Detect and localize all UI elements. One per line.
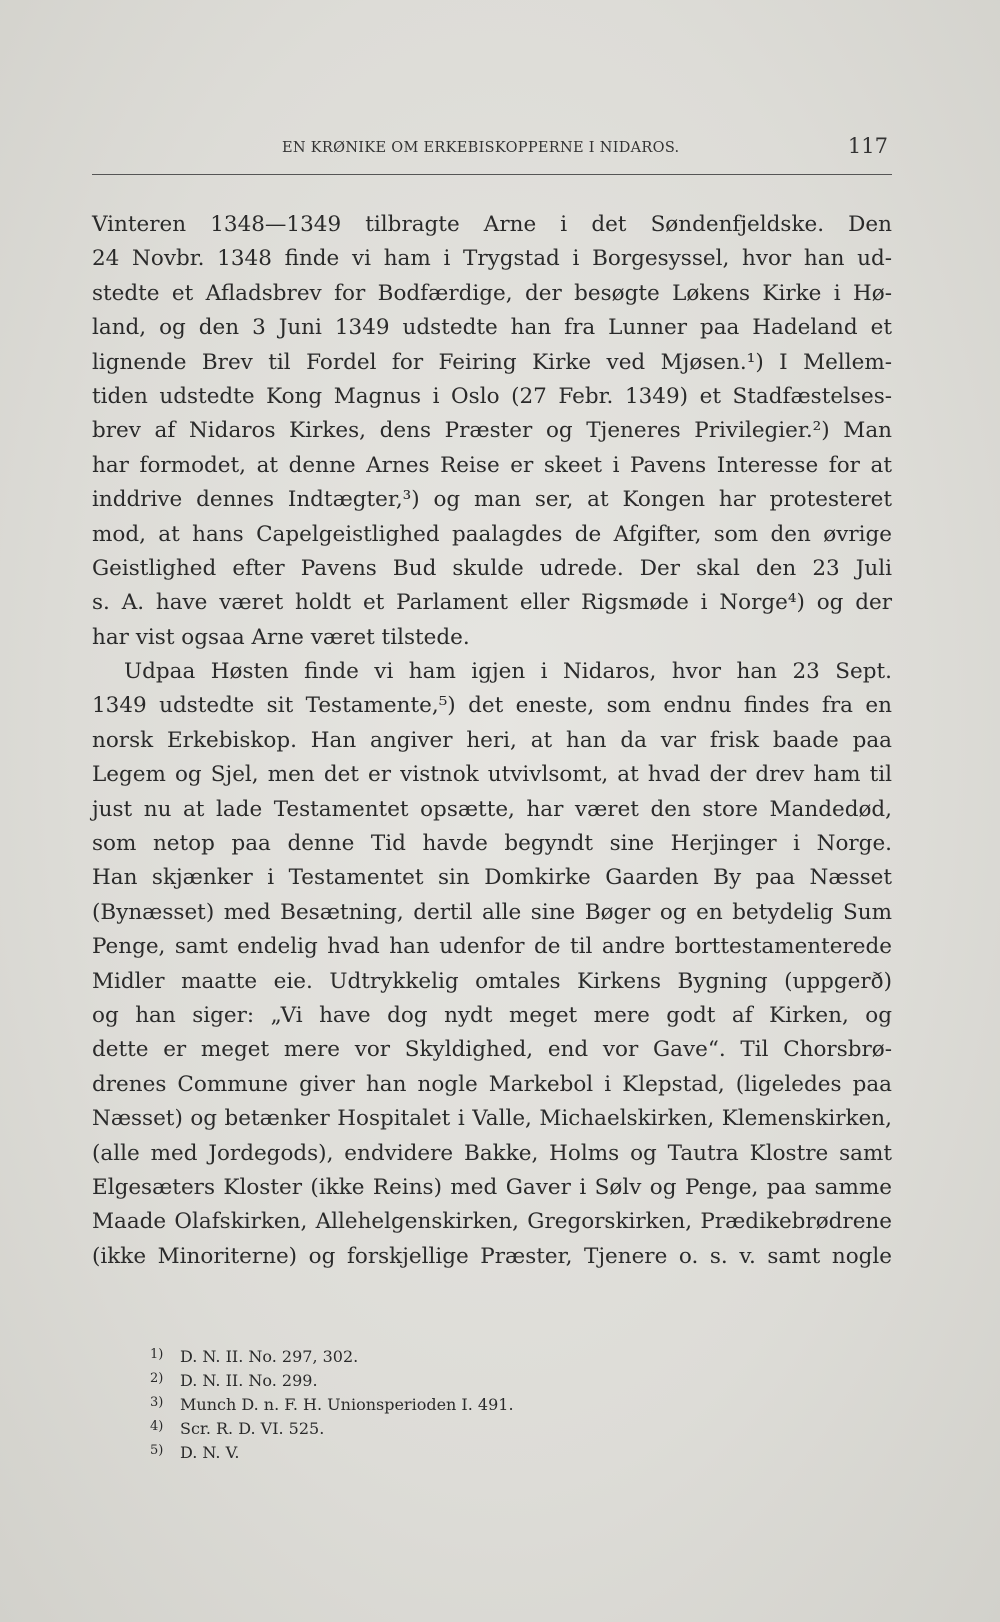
running-header — [92, 130, 892, 175]
footnote — [150, 1367, 750, 1391]
footnote-text: Munch D. n. F. H. Unionsperioden I. 491. — [180, 1395, 514, 1414]
text-line: Geistlighed efter Pavens Bud skulde udrede. Der skal den 23 Juli — [92, 555, 892, 581]
footnote-text: Scr. R. D. VI. 525. — [180, 1419, 325, 1438]
text-line: mod, at hans Capelgeistlighed paalagdes de Afgifter, som den øvrige — [92, 521, 892, 547]
footnote — [150, 1415, 750, 1439]
text-line: lignende Brev til Fordel for Feiring Kirke ved Mjøsen.¹) I Mellem- — [92, 349, 892, 375]
text-line: Elgesæters Kloster (ikke Reins) med Gaver i Sølv og Penge, paa samme — [92, 1174, 892, 1200]
footnote-text: D. N. II. No. 299. — [180, 1371, 318, 1390]
footnote-mark: 1) — [150, 1347, 164, 1362]
footnote — [150, 1391, 750, 1415]
header-title: EN KRØNIKE OM ERKEBISKOPPERNE I NIDAROS. — [282, 140, 680, 156]
footnote-mark: 4) — [150, 1419, 164, 1434]
text-line: Udpaa Høsten finde vi ham igjen i Nidaros, hvor han 23 Sept. — [124, 659, 892, 685]
footnotes — [150, 1343, 750, 1463]
footnote-text: D. N. II. No. 297, 302. — [180, 1347, 359, 1366]
text-line: land, og den 3 Juni 1349 udstedte han fra Lunner paa Hadeland et — [92, 315, 892, 341]
body-text — [92, 208, 892, 1274]
footnote — [150, 1343, 750, 1367]
text-line: har vist ogsaa Arne været tilstede. — [92, 624, 470, 650]
footnote-text: D. N. V. — [180, 1443, 240, 1462]
text-line: 24 Novbr. 1348 finde vi ham i Trygstad i Borgesyssel, hvor han ud- — [92, 246, 892, 272]
text-line: (ikke Minoriterne) og forskjellige Præster, Tjenere o. s. v. samt nogle — [92, 1243, 892, 1269]
text-line: drenes Commune giver han nogle Markebol i Klepstad, (ligeledes paa — [92, 1071, 892, 1097]
footnote — [150, 1439, 750, 1463]
text-line: norsk Erkebiskop. Han angiver heri, at han da var frisk baade paa — [92, 727, 892, 753]
footnote-mark: 2) — [150, 1371, 164, 1386]
text-line: Han skjænker i Testamentet sin Domkirke Gaarden By paa Næsset — [92, 865, 892, 891]
text-line: tiden udstedte Kong Magnus i Oslo (27 Febr. 1349) et Stadfæstelses- — [92, 383, 892, 409]
text-line: Næsset) og betænker Hospitalet i Valle, Michaelskirken, Klemenskirken, — [92, 1106, 892, 1132]
text-line: inddrive dennes Indtægter,³) og man ser, at Kongen har protesteret — [92, 487, 892, 513]
text-line: just nu at lade Testamentet opsætte, har været den store Mandedød, — [92, 796, 892, 822]
text-line: Midler maatte eie. Udtrykkelig omtales Kirkens Bygning (uppgerð) — [92, 968, 892, 994]
text-line: (Bynæsset) med Besætning, dertil alle sine Bøger og en betydelig Sum — [92, 899, 892, 925]
text-line: som netop paa denne Tid havde begyndt sine Herjinger i Norge. — [92, 831, 892, 857]
text-line: Vinteren 1348—1349 tilbragte Arne i det Søndenfjeldske. Den — [92, 212, 892, 237]
text-line: s. A. have været holdt et Parlament eller Rigsmøde i Norge⁴) og der — [92, 590, 892, 616]
text-line: har formodet, at denne Arnes Reise er skeet i Pavens Interesse for at — [92, 452, 892, 478]
text-line: 1349 udstedte sit Testamente,⁵) det eneste, som endnu findes fra en — [92, 693, 892, 719]
text-line: Maade Olafskirken, Allehelgenskirken, Gregorskirken, Prædikebrødrene — [92, 1209, 892, 1235]
page-number: 117 — [847, 134, 888, 158]
footnote-mark: 3) — [150, 1395, 164, 1410]
text-line: og han siger: „Vi have dog nydt meget mere godt af Kirken, og — [92, 1002, 892, 1028]
text-line: (alle med Jordegods), endvidere Bakke, Holms og Tautra Klostre samt — [92, 1140, 892, 1166]
text-line: brev af Nidaros Kirkes, dens Præster og Tjeneres Privilegier.²) Man — [92, 418, 892, 444]
text-line: Legem og Sjel, men det er vistnok utvivlsomt, at hvad der drev ham til — [92, 762, 892, 788]
text-line: stedte et Afladsbrev for Bodfærdige, der besøgte Løkens Kirke i Hø- — [92, 280, 892, 306]
footnote-mark: 5) — [150, 1443, 164, 1458]
text-line: Penge, samt endelig hvad han udenfor de til andre borttestamenterede — [92, 934, 892, 960]
text-line: dette er meget mere vor Skyldighed, end vor Gave“. Til Chorsbrø- — [92, 1037, 892, 1063]
